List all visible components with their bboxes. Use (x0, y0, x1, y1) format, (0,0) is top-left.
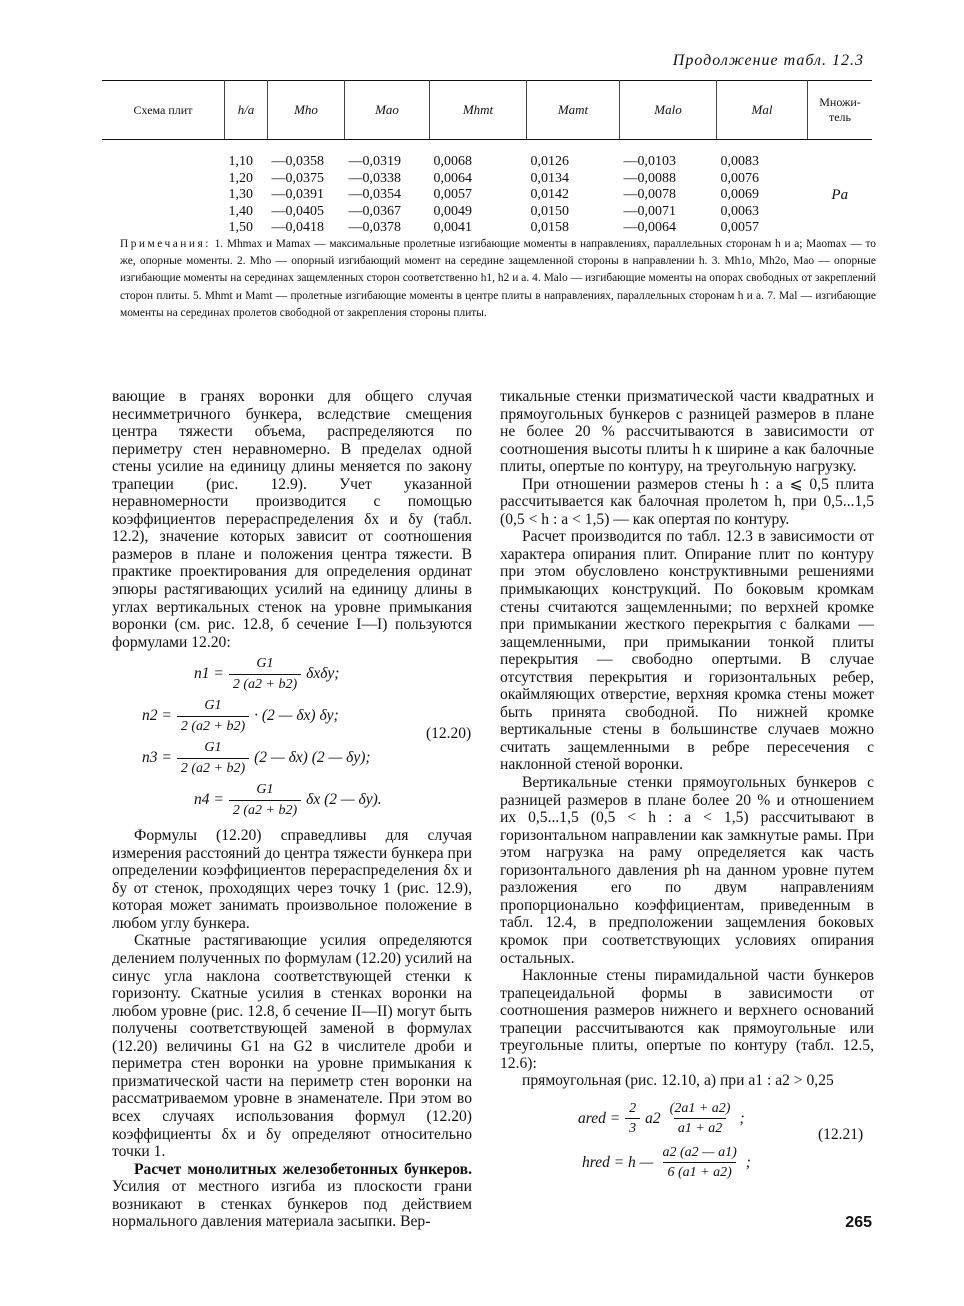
formula-lhs: hred = h — (582, 1154, 654, 1172)
table-cell: 0,0126 (530, 154, 569, 169)
col-header-mal: Mal (751, 102, 773, 117)
fraction (177, 697, 249, 735)
moments-table (102, 80, 872, 237)
table-cell: 1,10 (228, 154, 253, 169)
table-row (102, 140, 872, 171)
formula-hred (582, 1144, 751, 1182)
fraction-denominator: 2 (a2 + b2) (229, 674, 301, 694)
table-cell: —0,0071 (623, 203, 676, 219)
paragraph: При отношении размеров стены h : a ⩽ 0,5 плита рассчитывается как балочная пролетом h, при 0,5...1,5 (0,5 < h : a < 1,5) — как опертая по контуру. (500, 475, 874, 528)
col-header-mamt: Mamt (557, 102, 589, 117)
table-cell: 0,0069 (720, 187, 759, 202)
continuation-header: Продолжение табл. 12.3 (672, 52, 864, 69)
fraction-numerator: G1 (204, 740, 222, 756)
table-cell: —0,0103 (623, 154, 676, 169)
table-cell: —0,0064 (623, 220, 676, 235)
table-cell: 0,0158 (530, 220, 569, 235)
paragraph (112, 1161, 472, 1231)
notes-text: 1. Mhmax и Mamax — максимальные пролетные изгибающие моменты в направлениях, параллельных сторонам h и a; Maomax — то же, опорные моменты. 2. Mho — опорный изгибающий момент на середине защемленной стороны в направлении h. 3. Mh1o, Mh2o, Mao — опорные изгибающие моменты на серединах защемленных сторон соответственно h1, h2 и a. 4. Malo — изгибающие моменты на опорах свободных от закреплений сторон плиты. 5. Mhmt и Mamt — пролетные изгибающие моменты в центре плиты в направлениях, параллельных сторонам h и a. 7. Mal — изгибающие моменты на серединах пролетов свободной от закрепления стороны плиты. (120, 238, 876, 319)
table-cell (102, 204, 225, 221)
table-cell: —0,0378 (348, 220, 401, 235)
fraction (229, 781, 301, 819)
fraction (177, 739, 249, 777)
table-cell: —0,0088 (623, 170, 676, 186)
col-header-ratio: h/a (237, 102, 255, 117)
formula-lhs: n4 = (194, 791, 224, 809)
formula-rhs: · (2 — δx) δy; (254, 707, 339, 725)
table-cell: 0,0083 (720, 154, 759, 169)
col-header-malo: Malo (654, 102, 682, 117)
fraction-numerator: G1 (256, 656, 274, 672)
notes-label: Примечания: (120, 238, 211, 250)
paragraph: вающие в гранях воронки для общего случая несимметричного бункера, вследствие смещения центра тяжести объема, распределяются по периметру стен неравномерно. В пределах одной стены усилие на единицу длины меняется по закону трапеции (рис. 12.9). Учет указанной неравномерности производится с помощью коэффициентов перераспределения δx и δy (табл. 12.2), значение которых зависит от соотношения размеров в плане и положения центра тяжести. В практике проектирования для определения ординат эпюры растягивающих усилий на единицу длины в углах вертикальных стенок на уровне примыкания воронки (см. рис. 12.8, б сечение I—I) пользуются формулами 12.20: (112, 388, 472, 651)
col-header-scheme: Схема плит (102, 81, 225, 140)
table-cell: 1,40 (228, 203, 253, 219)
fraction-denominator: 2 (a2 + b2) (229, 800, 301, 820)
fraction (666, 1100, 735, 1138)
formula-end: ; (739, 1110, 745, 1128)
formula-lhs: n3 = (142, 749, 172, 767)
table-cell: 0,0150 (530, 203, 569, 219)
table-cell: 0,0076 (720, 170, 759, 186)
table-cell: 0,0041 (433, 220, 472, 235)
fraction-denominator: 3 (625, 1118, 640, 1138)
fraction-denominator: 2 (a2 + b2) (177, 716, 249, 736)
formula-term: a2 (645, 1110, 661, 1128)
formula-12-20 (112, 655, 472, 823)
fraction-denominator: 6 (a1 + a2) (663, 1162, 735, 1182)
fraction-numerator: 2 (629, 1100, 637, 1116)
table-row (102, 187, 872, 204)
fraction-numerator: a2 (a2 — a1) (662, 1144, 737, 1160)
table-cell: —0,0375 (271, 170, 324, 186)
fraction-denominator: a1 + a2 (674, 1118, 726, 1138)
formula-lhs: ared = (578, 1110, 621, 1128)
fraction-numerator: G1 (256, 782, 274, 798)
equation-number: (12.21) (818, 1125, 864, 1143)
paragraph: Скатные растягивающие усилия определяются делением полученных по формулам (12.20) усилий на синус угла наклона соответствующей стенки к горизонту. Скатные усилия в стенках воронки на любом уровне (рис. 12.8, б сечение II—II) могут быть получены соответствующей заменой в формулах (12.20) величины G1 на G2 в числителе дроби и периметра стен воронки на уровне примыкания к призматической части на периметр стен воронки на рассматриваемом уровне в знаменателе. При этом во всех случаях использования формул (12.20) коэффициенты δx и δy определяют относительно точки 1. (112, 932, 472, 1161)
table-cell: —0,0319 (348, 154, 401, 169)
formula-lhs: n2 = (142, 707, 172, 725)
fraction-numerator: G1 (204, 698, 222, 714)
table-cell: 1,30 (228, 187, 253, 202)
table-cell: —0,0405 (271, 203, 324, 219)
formula-rhs: (2 — δx) (2 — δy); (254, 749, 371, 767)
table-cell: —0,0358 (271, 154, 324, 169)
table-cell: 0,0057 (720, 220, 759, 235)
col-header-multiplier: Множи-тель (808, 81, 873, 140)
table-cell: 0,0142 (530, 187, 569, 202)
fraction (229, 655, 301, 693)
table-cell: —0,0367 (348, 203, 401, 219)
formula-12-21 (500, 1100, 874, 1182)
fraction-numerator: (2a1 + a2) (669, 1100, 731, 1116)
col-header-mhmt: Mhmt (462, 102, 494, 117)
paragraph: Формулы (12.20) справедливы для случая измерения расстояний до центра тяжести бункера при определении коэффициентов перераспределения δx и δy от стенок, проходящих через точку 1 (рис. 12.9), которая может занимать произвольное положение в любом углу бункера. (112, 827, 472, 932)
table-cell (102, 140, 225, 171)
fraction (658, 1144, 740, 1182)
table-cell: 0,0057 (433, 187, 472, 202)
table-row (102, 204, 872, 221)
paragraph: Расчет производится по табл. 12.3 в зависимости от характера опирания плит. Опирание плит по контуру при этом обусловлено конструктивными решениями примыкающих конструкций. По боковым кромкам стены считаются защемленными; по верхней кромке при примыкании жесткого перекрытия с балками — защемленными, при примыкании тонкой плиты перекрытия — свободно опертыми. В случае отсутствия перекрытия и горизонтальных ребер, окаймляющих отверстие, верхняя кромка стены может быть принята свободной. По нижней кромке вертикальные стены в большинстве случаев можно считать защемленными в ребре пересечения с наклонной стеной воронки. (500, 528, 874, 774)
fraction-denominator: 2 (a2 + b2) (177, 758, 249, 778)
page-number: 265 (845, 1214, 872, 1231)
equation-number: (12.20) (426, 725, 472, 743)
formula-n2 (142, 697, 339, 735)
formula-ared (578, 1100, 745, 1138)
table-cell: —0,0338 (348, 170, 401, 186)
formula-n3 (142, 739, 371, 777)
formula-n1 (194, 655, 339, 693)
table-cell: 1,50 (228, 220, 253, 235)
right-column (500, 388, 874, 1182)
table-cell: 0,0049 (433, 203, 472, 219)
table-cell: —0,0078 (623, 187, 676, 202)
section-heading: Расчет монолитных железобетонных бункеров. (134, 1160, 472, 1178)
left-column (112, 388, 472, 1231)
table-cell (102, 187, 225, 204)
table-cell: 0,0068 (433, 154, 472, 169)
table-cell: —0,0391 (271, 187, 324, 202)
formula-end: ; (745, 1154, 751, 1172)
formula-n4 (194, 781, 382, 819)
paragraph: Наклонные стены пирамидальной части бункеров трапецеидальной формы в зависимости от соотношения размеров нижнего и верхнего оснований трапеции рассчитываются как прямоугольные или треугольные плиты, опертые по контуру (табл. 12.5, 12.6): (500, 967, 874, 1072)
table-row (102, 171, 872, 188)
table-cell: —0,0418 (271, 220, 324, 235)
paragraph: Вертикальные стенки прямоугольных бункеров с разницей размеров в плане более 20 % и отношением их 0,5...1,5 (0,5 < h : a < 1,5) рассчитывают в горизонтальном направлении как замкнутые рамы. При этом нагрузка на раму определяется как часть горизонтального давления ph на данном уровне путем разложения его по двум направлениям пропорционально коэффициентам, приведенным в табл. 12.4, в предположении защемления боковых кромок при соответствующих условиях опирания остальных. (500, 774, 874, 967)
col-header-mho: Mho (294, 102, 318, 117)
col-header-mao: Mao (375, 102, 399, 117)
table-cell: 1,20 (228, 170, 253, 186)
formula-rhs: δx (2 — δy). (306, 791, 382, 809)
table-row (102, 220, 872, 237)
table-cell: 0,0134 (530, 170, 569, 186)
paragraph: прямоугольная (рис. 12.10, а) при a1 : a2 > 0,25 (522, 1072, 834, 1090)
fraction (625, 1100, 640, 1138)
paragraph-text: Усилия от местного изгиба из плоскости грани возникают в стенках бункеров под действием нормального давления материала засыпки. Вер- (112, 1178, 472, 1231)
table-cell: —0,0354 (348, 187, 401, 202)
table-header-row (102, 81, 872, 140)
table-cell: 0,0063 (720, 203, 759, 219)
paragraph: тикальные стенки призматической части квадратных и прямоугольных бункеров с разницей размеров в плане не более 20 % рассчитываются в зависимости от соотношения высоты плиты h к ширине a как балочные плиты, опертые по контуру, на треугольную нагрузку. (500, 388, 874, 476)
multiplier-cell: Pa (831, 187, 849, 203)
table-cell: 0,0064 (433, 170, 472, 186)
formula-lhs: n1 = (194, 665, 224, 683)
table-cell (102, 171, 225, 188)
formula-rhs: δxδy; (306, 665, 340, 683)
table-notes (120, 236, 876, 322)
table-cell (102, 220, 225, 237)
